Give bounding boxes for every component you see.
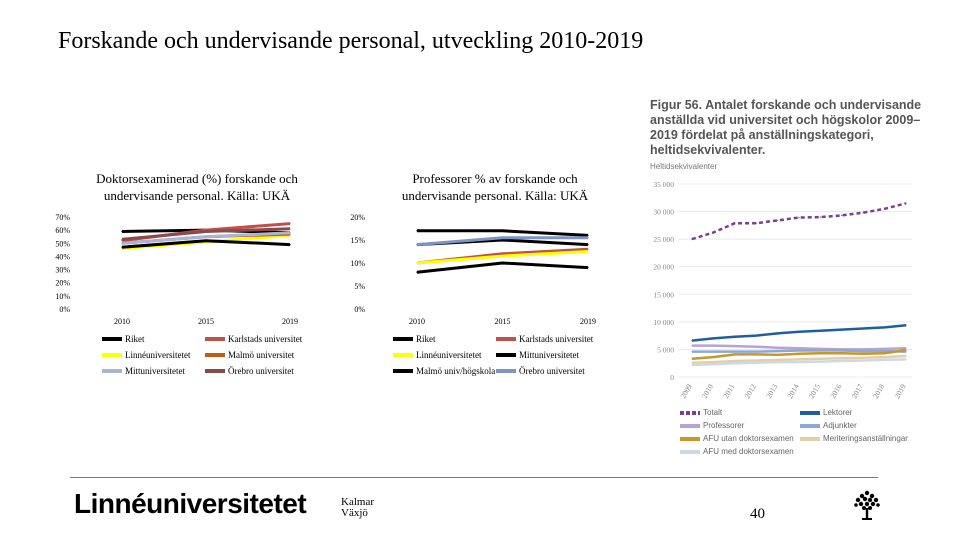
chart2-series-4-point (777, 354, 778, 355)
chart0-series-6-point (205, 240, 206, 241)
chart2-series-4-point (884, 353, 885, 354)
chart0-series-4-point (121, 243, 122, 244)
chart1-legend-item (496, 366, 585, 376)
chart2-series-0-point (905, 203, 906, 204)
chart1-legend-item (496, 334, 593, 344)
chart0-ytick-label: 40% (55, 252, 70, 262)
page-number: 40 (750, 506, 765, 522)
chart2-series-3-point (820, 350, 821, 351)
chart2-legend-item (680, 434, 794, 443)
chart2-series-5-point (884, 357, 885, 358)
chart0-legend-item (102, 350, 190, 360)
figure-title: Figur 56. Antalet forskande och undervisande anställda vid universitet och högskolor 2009–2019 fördelat på anställningskategori, heltidsekvivalenter. (650, 98, 922, 157)
chart2-series-2-point (734, 346, 735, 347)
chart1-legend-label: Örebro universitet (519, 366, 585, 376)
chart2-series-2-point (798, 348, 799, 349)
chart1-series-3-point (587, 244, 588, 245)
chart2-series-5-point (691, 362, 692, 363)
chart1-series-1-point (587, 249, 588, 250)
chart2-series-line-1 (692, 325, 906, 340)
chart2-series-0-point (820, 216, 821, 217)
chart1-series-0-point (587, 235, 588, 236)
chart2-series-4-point (798, 353, 799, 354)
chart0-series-1-point (289, 223, 290, 224)
chart2-xtick-label: 2017 (849, 382, 865, 400)
chart2-ytick-label: 0 (670, 373, 674, 382)
chart0-legend-label: Riket (125, 334, 145, 344)
chart0-legend-swatch (102, 369, 122, 373)
chart2-series-1-point (820, 330, 821, 331)
chart1-ytick-label: 15% (350, 236, 365, 245)
chart2-legend-item (800, 421, 857, 430)
chart0-series-6-point (289, 244, 290, 245)
chart2-xtick-label: 2014 (785, 382, 801, 400)
chart2-series-4-point (756, 354, 757, 355)
chart0-legend-label: Mittuniversitetet (125, 366, 185, 376)
chart1-series-5-point (587, 237, 588, 238)
chart0-series-4-point (289, 232, 290, 233)
chart2-series-5-point (756, 360, 757, 361)
chart2-series-1-point (756, 335, 757, 336)
chart2-series-6-point (691, 364, 692, 365)
chart2-series-5-point (777, 359, 778, 360)
chart1-series-2-point (587, 251, 588, 252)
chart3-plot (640, 172, 920, 404)
chart2-series-0-point (777, 220, 778, 221)
chart2-series-1-point (841, 329, 842, 330)
logo-city-kalmar: Kalmar (341, 496, 374, 508)
chart2-ytick-label: 20 000 (653, 262, 674, 272)
chart2-legend-item (680, 421, 744, 430)
chart2-series-2-point (713, 345, 714, 346)
chart1-xtick-label: 2019 (580, 317, 596, 326)
chart1-ytick-label: 0% (354, 305, 365, 314)
chart2-legend-swatch (680, 411, 700, 415)
chart0-legend-item (102, 334, 145, 344)
chart2-series-6-point (713, 364, 714, 365)
chart1-series-4-point (502, 262, 503, 263)
chart1-legend-item (393, 366, 495, 376)
chart2-series-4-point (691, 358, 692, 359)
chart0-series-0-point (121, 231, 122, 232)
chart2-series-0-point (884, 208, 885, 209)
chart2-series-5-point (713, 362, 714, 363)
chart2-series-5-point (798, 359, 799, 360)
chart1-legend-swatch (496, 353, 516, 357)
chart2-series-1-point (798, 331, 799, 332)
chart2-series-6-point (734, 363, 735, 364)
chart0-ytick-label: 30% (55, 265, 70, 275)
chart1-series-0-point (416, 230, 417, 231)
chart2-ytick-label: 25 000 (653, 235, 674, 245)
chart2-legend-label: AFU utan doktorsexamen (703, 434, 794, 443)
chart0-xtick-label: 2019 (282, 317, 298, 326)
chart0-series-6-point (121, 247, 122, 248)
chart2-plot (340, 210, 610, 330)
logo-cities (341, 497, 374, 519)
chart2-series-1-point (691, 340, 692, 341)
figure-ylabel: Heltidsekvivalenter (650, 162, 718, 171)
chart2-xtick-label: 2018 (871, 382, 887, 400)
logo-city-vaxjo: Växjö (341, 507, 368, 519)
footer-divider (70, 477, 878, 478)
chart2-ytick-label: 35 000 (653, 180, 674, 189)
chart0-ytick-label: 60% (55, 226, 70, 236)
chart2-series-6-point (841, 360, 842, 361)
chart1-legend-label: Malmö univ/högskola (416, 366, 496, 376)
chart2-legend-swatch (800, 437, 820, 441)
chart1-xtick-label: 2015 (494, 317, 511, 326)
chart2-series-0-point (756, 223, 757, 224)
chart0-ytick-label: 0% (59, 305, 70, 314)
chart1-series-0-point (502, 230, 503, 231)
chart2-series-5-point (863, 357, 864, 358)
chart2-series-5-point (734, 360, 735, 361)
chart2-series-6-point (777, 362, 778, 363)
chart2-title: Professorer % av forskande och undervisande personal. Källa: UKÄ (401, 171, 589, 203)
slide-title: Forskande och undervisande personal, utveckling 2010-2019 (58, 28, 644, 54)
chart1-series-5-point (416, 244, 417, 245)
chart0-ytick-label: 50% (55, 239, 70, 249)
chart2-series-5-point (841, 358, 842, 359)
chart2-series-3-point (863, 350, 864, 351)
chart1-series-3-point (502, 239, 503, 240)
chart2-series-1-point (777, 333, 778, 334)
chart2-series-3-point (777, 350, 778, 351)
chart2-legend (393, 334, 613, 384)
chart1-series-5-point (502, 237, 503, 238)
chart2-series-5-point (820, 358, 821, 359)
chart0-series-5-point (289, 228, 290, 229)
chart0-legend-swatch (205, 353, 225, 357)
chart1-legend-item (393, 334, 436, 344)
chart2-series-4-point (734, 354, 735, 355)
chart1-legend-label: Karlstads universitet (519, 334, 594, 344)
chart1-ytick-label: 10% (350, 259, 365, 268)
chart2-series-6-point (756, 362, 757, 363)
chart0-legend-item (205, 334, 302, 344)
chart2-legend-label: AFU med doktorsexamen (703, 447, 794, 456)
chart2-legend-item (680, 447, 794, 456)
chart0-legend-label: Linnéuniversitetet (125, 350, 191, 360)
chart0-ytick-label: 20% (55, 278, 70, 288)
chart2-series-4-point (820, 353, 821, 354)
chart0-legend-swatch (205, 337, 225, 341)
chart2-xtick-label: 2011 (721, 382, 737, 400)
chart0-legend-label: Örebro universitet (228, 366, 294, 376)
chart2-series-0-point (863, 212, 864, 213)
chart2-series-1-point (905, 325, 906, 326)
chart0-ytick-label: 10% (55, 291, 70, 301)
chart2-legend-label: Professorer (703, 421, 745, 430)
chart2-series-1-point (713, 338, 714, 339)
chart2-ytick-label: 15 000 (653, 290, 674, 300)
chart2-legend-item (800, 408, 852, 417)
chart2-xtick-label: 2012 (742, 382, 758, 400)
chart3-legend (680, 408, 930, 460)
chart2-series-3-point (798, 350, 799, 351)
chart2-series-0-point (798, 217, 799, 218)
chart2-legend-swatch (680, 424, 700, 428)
chart2-series-6-point (905, 359, 906, 360)
chart2-legend-swatch (800, 411, 820, 415)
chart1-series-line-0 (417, 231, 588, 236)
chart1-series-4-point (587, 267, 588, 268)
chart0-legend-label: Karlstads universitet (228, 334, 303, 344)
chart2-series-6-point (884, 359, 885, 360)
university-logo-text: Linnéuniversitetet (74, 488, 307, 519)
chart2-xtick-label: 2015 (806, 382, 823, 400)
chart2-series-1-point (734, 336, 735, 337)
chart2-legend-label: Totalt (703, 408, 723, 417)
chart2-series-5-point (905, 355, 906, 356)
chart2-series-4-point (713, 357, 714, 358)
chart2-series-1-point (884, 327, 885, 328)
chart2-xtick-label: 2010 (699, 382, 716, 400)
chart1-legend-label: Riket (416, 334, 436, 344)
chart0-legend-swatch (102, 353, 122, 357)
chart1-legend-item (393, 350, 481, 360)
chart2-series-1-point (863, 328, 864, 329)
chart0-legend-label: Malmö universitet (228, 350, 295, 360)
chart1-series-2-point (416, 262, 417, 263)
chart2-series-6-point (863, 360, 864, 361)
chart2-legend-swatch (680, 437, 700, 441)
chart2-ytick-label: 30 000 (653, 207, 674, 217)
chart2-series-3-point (841, 350, 842, 351)
chart1-series-2-point (502, 256, 503, 257)
chart0-ytick-label: 70% (55, 213, 70, 222)
chart1-ytick-label: 5% (354, 282, 365, 291)
chart1-plot (50, 210, 320, 330)
chart1-xtick-label: 2010 (409, 317, 425, 326)
chart2-series-6-point (820, 361, 821, 362)
chart0-series-5-point (121, 239, 122, 240)
chart2-series-2-point (756, 346, 757, 347)
chart2-xtick-label: 2019 (892, 382, 908, 400)
chart2-series-3-point (691, 351, 692, 352)
chart1-legend-swatch (496, 369, 516, 373)
chart1-legend-item (496, 350, 579, 360)
chart0-legend-item (205, 366, 294, 376)
chart0-legend-item (205, 350, 294, 360)
chart1-ytick-label: 20% (350, 213, 365, 222)
chart2-legend-swatch (800, 424, 820, 428)
chart2-series-3-point (884, 350, 885, 351)
chart2-legend-item (800, 434, 908, 443)
chart1-series-4-point (416, 272, 417, 273)
chart2-series-2-point (884, 348, 885, 349)
chart2-legend-label: Adjunkter (823, 421, 857, 430)
chart2-series-4-point (863, 353, 864, 354)
chart2-ytick-label: 5 000 (657, 345, 674, 355)
chart0-xtick-label: 2015 (198, 317, 214, 326)
chart1-legend-label: Mittuniversitetet (519, 350, 579, 360)
chart2-series-4-point (905, 349, 906, 350)
chart2-xtick-label: 2016 (828, 382, 844, 400)
chart1-legend-swatch (393, 353, 413, 357)
chart1-legend (102, 334, 322, 384)
chart0-legend-swatch (205, 369, 225, 373)
chart1-title: Doktorsexaminerad (%) forskande och undervisande personal. Källa: UKÄ (96, 171, 298, 203)
chart2-series-3-point (734, 351, 735, 352)
chart2-legend-swatch (680, 450, 700, 454)
chart2-legend-label: Meriteringsanställningar (823, 434, 908, 443)
chart0-series-5-point (205, 231, 206, 232)
chart2-series-4-point (841, 353, 842, 354)
tree-icon (852, 488, 882, 522)
chart2-xtick-label: 2013 (764, 382, 780, 400)
chart2-series-3-point (756, 351, 757, 352)
chart2-series-3-point (713, 351, 714, 352)
chart2-series-0-point (734, 223, 735, 224)
chart1-legend-swatch (496, 337, 516, 341)
chart2-series-line-0 (692, 203, 906, 239)
chart2-legend-item (680, 408, 722, 417)
chart0-series-4-point (205, 236, 206, 237)
chart2-series-0-point (691, 239, 692, 240)
chart1-legend-swatch (393, 369, 413, 373)
chart0-xtick-label: 2010 (114, 317, 130, 326)
chart0-legend-item (102, 366, 185, 376)
chart2-series-6-point (798, 362, 799, 363)
chart2-xtick-label: 2009 (678, 382, 694, 400)
chart1-legend-label: Linnéuniversitetet (416, 350, 482, 360)
chart2-series-0-point (713, 232, 714, 233)
chart1-series-1-point (502, 253, 503, 254)
chart1-series-line-4 (417, 263, 588, 272)
chart0-legend-swatch (102, 337, 122, 341)
chart2-series-0-point (841, 215, 842, 216)
chart2-legend-label: Lektorer (823, 408, 853, 417)
chart2-series-2-point (905, 348, 906, 349)
chart2-ytick-label: 10 000 (653, 317, 674, 327)
chart1-legend-swatch (393, 337, 413, 341)
chart2-series-2-point (691, 345, 692, 346)
chart2-series-2-point (777, 347, 778, 348)
